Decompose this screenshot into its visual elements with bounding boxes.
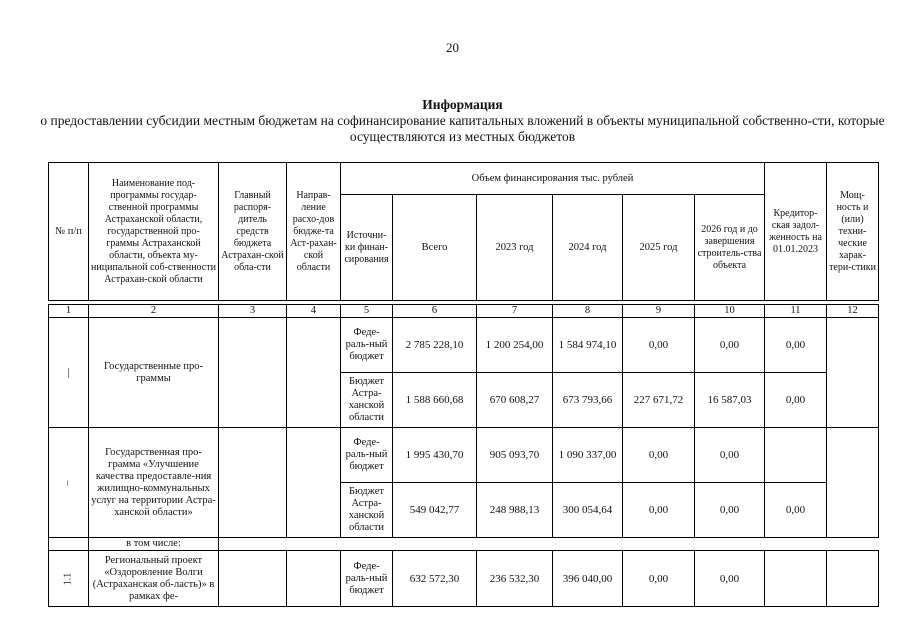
header-col5: Источни-ки финан-сирования	[341, 195, 393, 301]
row-2025: 0,00	[623, 483, 695, 538]
title-subheading: о предоставлении субсидии местным бюджетам на софинансирование капитальных вложений в объекты муниципальной собственно-сти, которые осуществляются из местных бюджетов	[40, 113, 885, 144]
row-2025: 0,00	[623, 318, 695, 373]
row-debt	[765, 551, 827, 607]
header-col9: 2025 год	[623, 195, 695, 301]
row-capacity	[827, 551, 879, 607]
row-2024: 673 793,66	[553, 373, 623, 428]
row-2023: 670 608,27	[477, 373, 553, 428]
row-gov-admin	[219, 318, 287, 428]
header-col8: 2024 год	[553, 195, 623, 301]
table-row	[49, 318, 879, 373]
header-col4: Направ-ление расхо-дов бюдже-та Аст-рахан-ской области	[287, 163, 341, 301]
row-name: Государственная про-грамма «Улучшение качества предоставле-ния жилищно-коммунальных услуг на территории Астра-ханской области»	[89, 428, 219, 538]
row-debt: 0,00	[765, 483, 827, 538]
col-number: 9	[623, 305, 695, 318]
row-name: Региональный проект «Оздоровление Волги (Астраханская об-ласть)» в рамках фе-	[89, 551, 219, 607]
row-source: Бюджет Астра-ханской области	[341, 483, 393, 538]
header-col2: Наименование под-программы государ-ственной программы Астраханской области, государственной про-граммы Астраханской области, объекта му-ниципальной соб-ственности Астрахан-ской области	[89, 163, 219, 301]
header-col6: Всего	[393, 195, 477, 301]
col-number: 6	[393, 305, 477, 318]
row-source: Феде-раль-ный бюджет	[341, 318, 393, 373]
row-name: Государственные про-граммы	[89, 318, 219, 428]
col-number: 3	[219, 305, 287, 318]
row-source: Бюджет Астра-ханской области	[341, 373, 393, 428]
row-empty	[219, 538, 879, 551]
header-col12: Мощ-ность и (или) техни-ческие харак-тери-стики	[827, 163, 879, 301]
col-number: 4	[287, 305, 341, 318]
col-number: 2	[89, 305, 219, 318]
header-financing-group: Объем финансирования тыс. рублей	[341, 163, 765, 195]
row-direction	[287, 428, 341, 538]
row-2025: 0,00	[623, 551, 695, 607]
row-total: 1 588 660,68	[393, 373, 477, 428]
title-heading: Информация	[422, 97, 503, 112]
header-col7: 2023 год	[477, 195, 553, 301]
row-total: 632 572,30	[393, 551, 477, 607]
row-2024: 396 040,00	[553, 551, 623, 607]
header-col11: Кредитор-ская задол-женность на 01.01.2023	[765, 163, 827, 301]
col-number: 5	[341, 305, 393, 318]
row-direction	[287, 318, 341, 428]
row-2023: 1 200 254,00	[477, 318, 553, 373]
table-row	[49, 538, 879, 551]
row-debt: 0,00	[765, 318, 827, 373]
row-number: –	[49, 428, 89, 538]
page-number: 20	[446, 40, 459, 55]
row-2026: 0,00	[695, 318, 765, 373]
table-row	[49, 428, 879, 483]
row-number: 1.1	[49, 551, 89, 607]
row-debt: 0,00	[765, 373, 827, 428]
row-source: Феде-раль-ный бюджет	[341, 551, 393, 607]
col-number: 12	[827, 305, 879, 318]
row-2026: 0,00	[695, 483, 765, 538]
row-capacity	[827, 428, 879, 538]
row-number: —	[49, 318, 89, 428]
row-2026: 0,00	[695, 551, 765, 607]
row-2026: 16 587,03	[695, 373, 765, 428]
col-number: 11	[765, 305, 827, 318]
document-title	[40, 97, 885, 145]
row-2025: 227 671,72	[623, 373, 695, 428]
col-number: 8	[553, 305, 623, 318]
table-header	[48, 162, 879, 301]
row-gov-admin	[219, 428, 287, 538]
row-total: 2 785 228,10	[393, 318, 477, 373]
row-total: 549 042,77	[393, 483, 477, 538]
column-number-row	[49, 305, 879, 318]
header-col1: № п/п	[49, 163, 89, 301]
row-direction	[287, 551, 341, 607]
col-number: 7	[477, 305, 553, 318]
row-2024: 300 054,64	[553, 483, 623, 538]
row-2023: 236 532,30	[477, 551, 553, 607]
col-number: 10	[695, 305, 765, 318]
row-2023: 905 093,70	[477, 428, 553, 483]
row-number	[49, 538, 89, 551]
row-capacity	[827, 318, 879, 428]
row-including-label: в том числе:	[89, 538, 219, 551]
row-debt	[765, 428, 827, 483]
row-2026: 0,00	[695, 428, 765, 483]
row-source: Феде-раль-ный бюджет	[341, 428, 393, 483]
row-total: 1 995 430,70	[393, 428, 477, 483]
table-row	[49, 551, 879, 607]
row-2025: 0,00	[623, 428, 695, 483]
col-number: 1	[49, 305, 89, 318]
row-2023: 248 988,13	[477, 483, 553, 538]
table-body	[48, 304, 879, 607]
row-2024: 1 584 974,10	[553, 318, 623, 373]
row-gov-admin	[219, 551, 287, 607]
header-col10: 2026 год и до завершения строитель-ства объекта	[695, 195, 765, 301]
header-col3: Главный распоря-дитель средств бюджета Астрахан-ской обла-сти	[219, 163, 287, 301]
row-2024: 1 090 337,00	[553, 428, 623, 483]
